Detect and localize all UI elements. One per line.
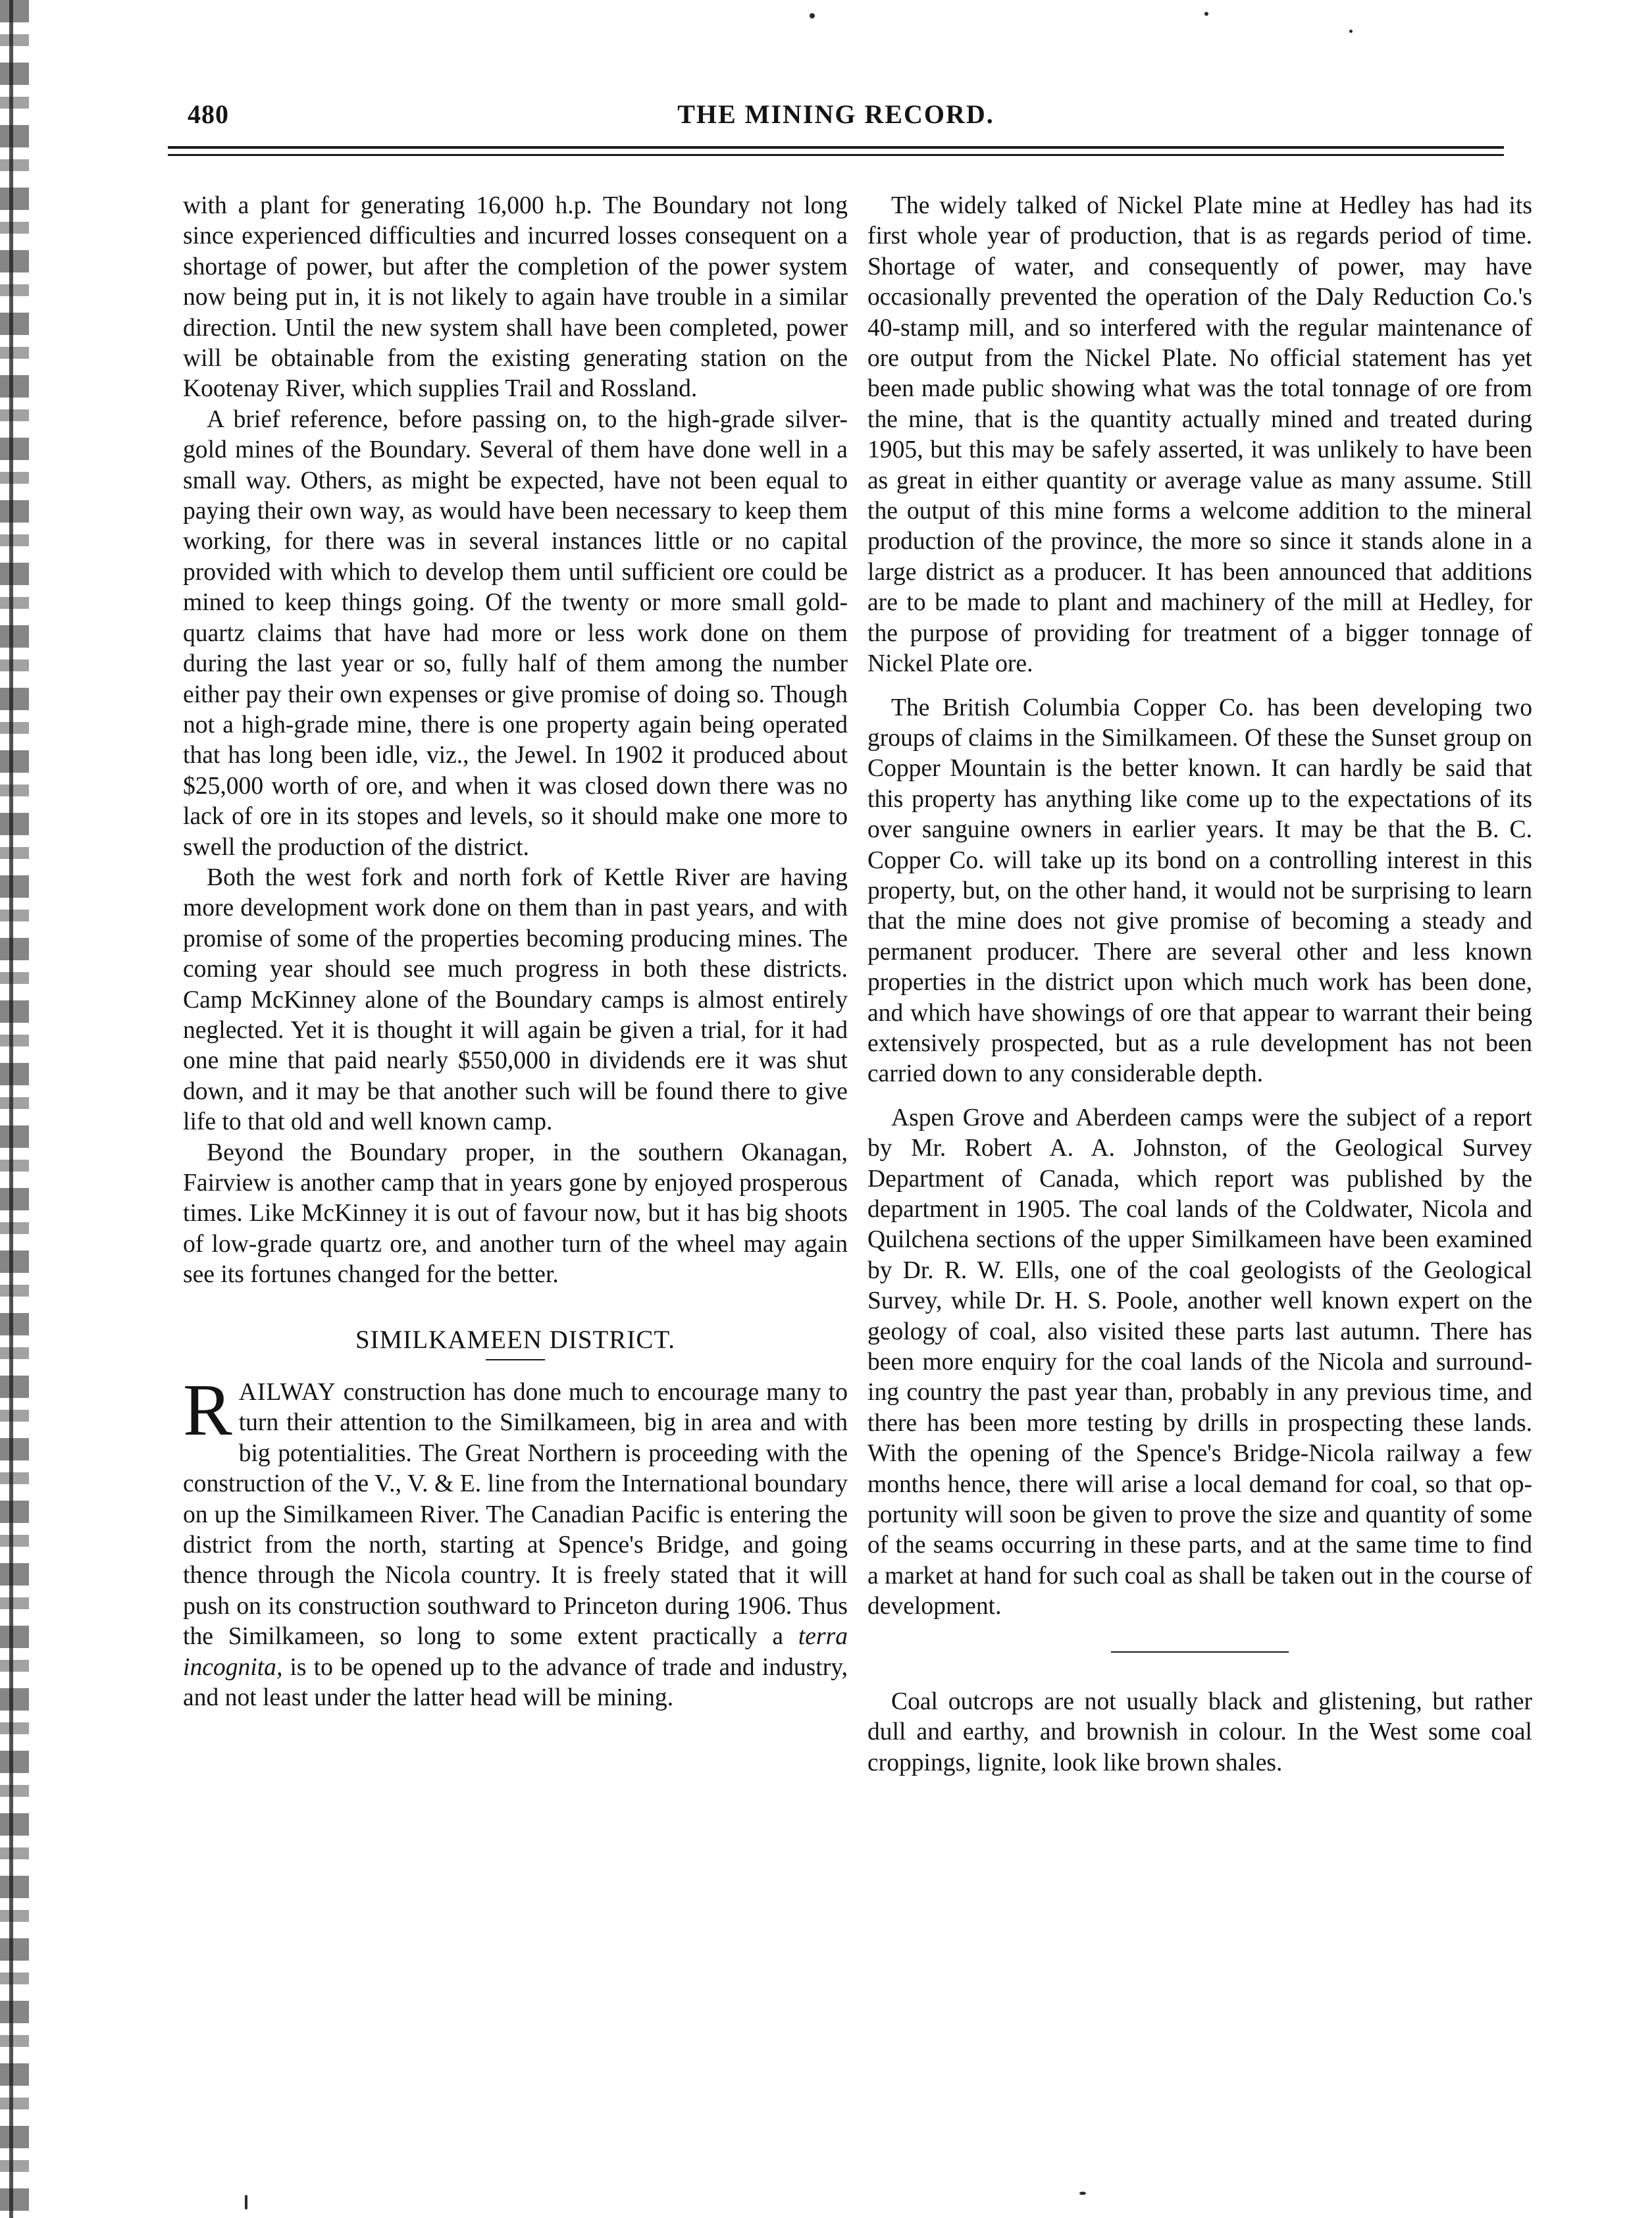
scan-speck [1349, 30, 1353, 33]
heading-rule [486, 1359, 545, 1360]
header-rule-thin [168, 154, 1504, 156]
scan-speck [810, 13, 815, 18]
page-number: 480 [188, 99, 229, 129]
right-column [867, 191, 1532, 1778]
paragraph: with a plant for generating 16,000 h.p. The Boundary not long since experienced difficulties and incurred losses consequent on a shortage of power, but after the completion of the power system now being put in, it is not likely to again have trouble in a similar direction. Until the new system shall have been completed, power will be obtainable from the existing generating station on the Kootenay River, which supplies Trail and Rossland. [183, 192, 848, 403]
paragraph: The widely talked of Nickel Plate mine at Hedley has had its first whole year of production, that is as regards period of time. Shortage of water, and consequently of power, may have occasionally prevented the operation of the Daly Reduction Co.'s 40-stamp mill, and so interfered with the regular maintenance of ore output from the Nickel Plate. No official statement has yet been made public showing what was the total tonnage of ore from the mine, that is the quantity actually mined and treated during 1905, but this may be safely asserted, it was unlikely to have been as great in either quantity or average value as many assume. Still the output of this mine forms a welcome addition to the mineral production of the province, the more so since it stands alone in a large district as a producer. It has been announced that additions are to be made to plant and machinery of the mill at Hedley, for the purpose of providing for treatment of a bigger tonnage of Nickel Plate ore. [867, 192, 1532, 678]
paragraph: Aspen Grove and Aberdeen camps were the subject of a report by Mr. Robert A. A. Johnston, of the Geological Survey Department of Canada, which report was published by the department in 1905. The coal lands of the Coldwater, Nicola and Quilchena sections of the upper Similkameen have been examined by Dr. R. W. Ells, one of the coal geologists of the Geological Survey, while Dr. H. S. Poole, another well known expert on the geology of coal, also visited these parts last autumn. There has been more enquiry for the coal lands of the Nicola and surrounding country the past year than, probably in any previous time, and there has been more testing by drills in prospecting these lands. With the opening of the Spence's Bridge-Nicola railway a few months hence, there will arise a local demand for coal, so that opportunity will soon be given to prove the size and quantity of some of the seams occurring in these parts, and at the same time to find a market at hand for such coal as shall be taken out in the course of development. [867, 1104, 1532, 1620]
paragraph: The British Columbia Copper Co. has been developing two groups of claims in the Similkameen. Of these the Sunset group on Copper Mountain is the better known. It can hardly be said that this property has anything like come up to the expectations of its over sanguine owners in earlier years. It may be that the B. C. Copper Co. will take up its bond on a controlling interest in this property, but, on the other hand, it would not be surprising to learn that the mine does not give promise of becoming a steady and permanent producer. There are several other and less known properties in the district upon which much work has been done, and which have showings of ore that appear to warrant their being extensively prospected, but as a rule development has not been carried down to any considerable depth. [867, 694, 1532, 1088]
paragraph: Both the west fork and north fork of Kettle River are having more development work done on them than in past years, and with promise of some of the properties becoming producing mines. The coming year should see much progress in both these districts. Camp McKinney alone of the Boundary camps is almost entirely neglected. Yet it is thought it will again be given a trial, for it had one mine that paid nearly $550,000 in dividends ere it was shut down, and it may be that another such will be found there to give life to that old and well known camp. [183, 864, 848, 1136]
scan-speck [1079, 2192, 1086, 2195]
scan-speck [245, 2195, 247, 2209]
left-column [183, 191, 848, 1714]
running-title: THE MINING RECORD. [677, 99, 994, 129]
paragraph-text: construction has done much to encourage many to turn their attention to the Similkameen, big in area and with big potentialities. The Great Northern is proceeding with the construction of the V., V. & E. line from the International boundary on up the Similkameen River. The Canadian Pacific is entering the district from the north, starting at Spence's Bridge, and going thence through the Nicola country. It is freely stated that it will push on its construction southward to Princeton during 1906. Thus the Similkameen, so long to some extent practically a [183, 1379, 848, 1651]
section-paragraph [183, 1370, 848, 1713]
paragraph-text-end: is to be opened up to the advance of trade and industry, and not least under the latter head will be mining. [183, 1653, 848, 1712]
italic-phrase: terra incognita, [183, 1623, 848, 1681]
page-header [168, 99, 1504, 138]
header-rule [168, 146, 1504, 149]
binding-line [9, 0, 13, 2218]
section-heading: SIMILKAMEEN DISTRICT. [355, 1325, 676, 1354]
scan-speck [1204, 12, 1208, 16]
binding-edge [0, 0, 29, 2218]
drop-cap: R [183, 1370, 232, 1452]
footnote-paragraph: Coal outcrops are not usually black and glistening, but rather dull and earthy, and brownish in colour. In the West some coal croppings, lignite, look like brown shales. [867, 1688, 1532, 1776]
paragraph: Beyond the Boundary proper, in the southern Okanagan, Fairview is another camp that in years gone by enjoyed prosperous times. Like McKinney it is out of favour now, but it has big shoots of low-grade quartz ore, and another turn of the wheel may again see its fortunes changed for the better. [183, 1139, 848, 1289]
separator-rule [1111, 1651, 1289, 1653]
paragraph: A brief reference, before passing on, to the high-grade silver-gold mines of the Boundary. Several of them have done well in a small way. Others, as might be expected, have not been equal to paying their own way, as would have been necessary to keep them working, for there was in several instances little or no capital provided with which to develop them until sufficient ore could be mined to keep things going. Of the twenty or more small gold-quartz claims that have had more or less work done on them during the last year or so, fully half of them among the number either pay their own expenses or give promise of doing so. Though not a high-grade mine, there is one property again being operated that has long been idle, viz., the Jewel. In 1902 it produced about $25,000 worth of ore, and when it was closed down there was no lack of ore in its stopes and levels, so it should make one more to swell the production of the district. [183, 405, 848, 861]
lead-word: AILWAY [238, 1379, 336, 1406]
